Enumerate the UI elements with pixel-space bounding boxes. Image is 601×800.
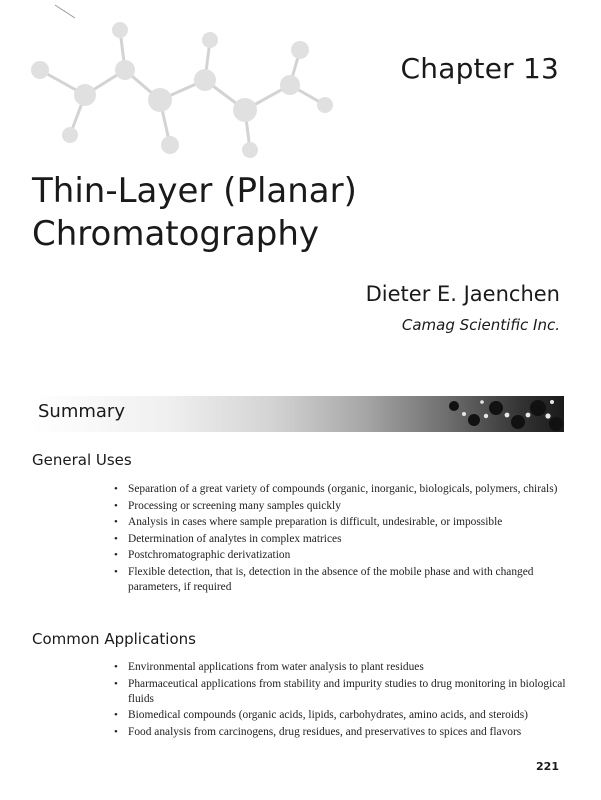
molecular-network-texture-icon	[434, 396, 564, 432]
chapter-title-line-1: Thin-Layer (Planar)	[32, 171, 357, 211]
summary-label: Summary	[38, 401, 125, 422]
list-item: • Biomedical compounds (organic acids, lipids, carbohydrates, amino acids, and steroids)	[120, 708, 575, 723]
chapter-title	[32, 170, 572, 256]
summary-banner	[32, 396, 564, 432]
list-item: • Pharmaceutical applications from stability and impurity studies to drug monitoring in biological fluids	[120, 677, 575, 707]
chapter-label: Chapter 13	[400, 52, 559, 85]
general-uses-list	[110, 482, 575, 597]
molecule-illustration-icon	[0, 0, 360, 180]
page-number: 221	[536, 760, 559, 773]
list-item: • Separation of a great variety of compounds (organic, inorganic, biologicals, polymers, chirals)	[120, 482, 575, 497]
author-affiliation: Camag Scientific Inc.	[401, 316, 560, 334]
chapter-title-line-2: Chromatography	[32, 214, 320, 254]
common-applications-heading: Common Applications	[32, 630, 196, 648]
list-item: • Food analysis from carcinogens, drug residues, and preservatives to spices and flavors	[120, 725, 575, 740]
list-item: • Determination of analytes in complex matrices	[120, 532, 575, 547]
list-item: • Analysis in cases where sample preparation is difficult, undesirable, or impossible	[120, 515, 575, 530]
list-item: • Environmental applications from water analysis to plant residues	[120, 660, 575, 675]
list-item: • Postchromatographic derivatization	[120, 548, 575, 563]
common-applications-list	[110, 660, 575, 742]
general-uses-heading: General Uses	[32, 451, 132, 469]
list-item: • Flexible detection, that is, detection in the absence of the mobile phase and with changed parameters, if required	[120, 565, 575, 595]
author-name: Dieter E. Jaenchen	[365, 282, 560, 306]
list-item: • Processing or screening many samples quickly	[120, 499, 575, 514]
